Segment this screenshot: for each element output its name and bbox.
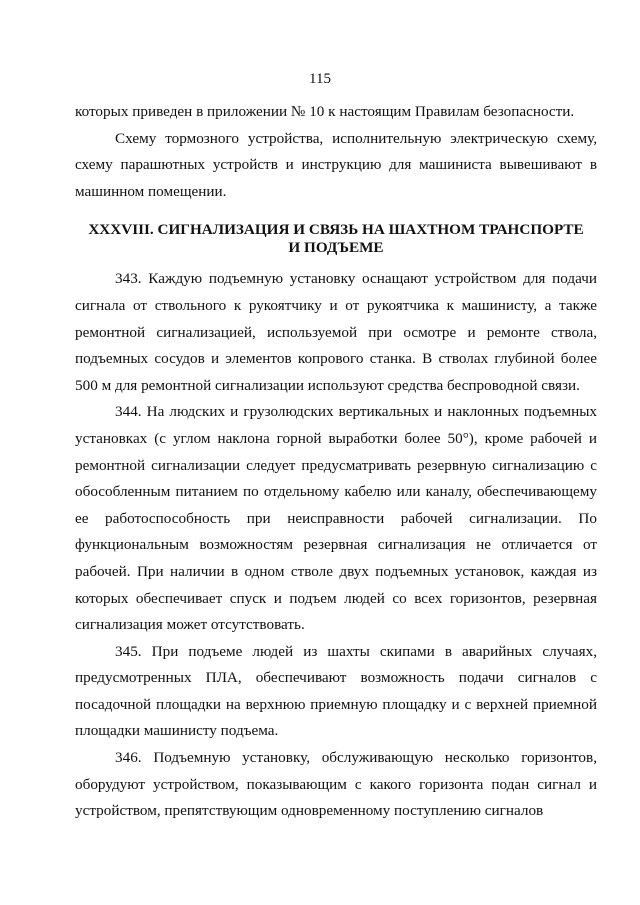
item-text: При подъеме людей из шахты скипами в аварийных случаях, предусмотренных ПЛА, обеспечивают возможность подачи сигналов с посадочной площадки на верхнюю приемную площадку и с верхней приемной площадки машинисту подъема. <box>75 642 598 740</box>
section-heading-line-2: И ПОДЪЕМЕ <box>288 239 384 257</box>
item-343 <box>75 266 597 399</box>
paragraph-brake-scheme: Схему тормозного устройства, исполнительную электрическую схему, схему парашютных устройств и инструкцию для машиниста вывешивают в машинном помещении. <box>75 129 597 200</box>
page-number: 115 <box>309 71 331 87</box>
item-345 <box>75 639 597 745</box>
item-344 <box>75 399 597 638</box>
item-text: На людских и грузолюдских вертикальных и наклонных подъемных установках (с углом наклона горной выработки более 50°), кроме рабочей и ремонтной сигнализации следует предусматривать резервную сигнализацию с обособленным питанием по отдельному кабелю или каналу, обеспечивающему ее работоспособность при неисправности рабочей сигнализации. По функциональным возможностям резервная сигнализация не отличается от рабочей. При наличии в одном стволе двух подъемных установок, каждая из которых обеспечивает спуск и подъем людей со всех горизонтов, резервная сигнализация может отсутствовать. <box>75 403 598 634</box>
item-number: 344. <box>115 403 142 421</box>
item-346 <box>75 745 597 825</box>
item-number: 343. <box>115 270 142 288</box>
item-text: Каждую подъемную установку оснащают устройством для подачи сигнала от ствольного к рукоятчику и от рукоятчика к машинисту, а также ремонтной сигнализацией, используемой при осмотре и ремонте ствола, подъемных сосудов и элементов копрового станка. В стволах глубиной более 500 м для ремонтной сигнализации используют средства беспроводной связи. <box>75 270 597 394</box>
paragraph-continuation: которых приведен в приложении № 10 к настоящим Правилам безопасности. <box>75 103 575 120</box>
document-body <box>75 99 597 825</box>
item-text: Подъемную установку, обслуживающую несколько горизонтов, оборудуют устройством, показывающим с какого горизонта подан сигнал и устройством, препятствующим одновременному поступлению сигналов <box>75 749 597 820</box>
item-number: 345. <box>115 642 142 660</box>
section-heading <box>75 221 597 257</box>
item-number: 346. <box>115 749 142 767</box>
section-heading-line-1: XXXVIII. СИГНАЛИЗАЦИЯ И СВЯЗЬ НА ШАХТНОМ ТРАНСПОРТЕ <box>88 221 584 239</box>
